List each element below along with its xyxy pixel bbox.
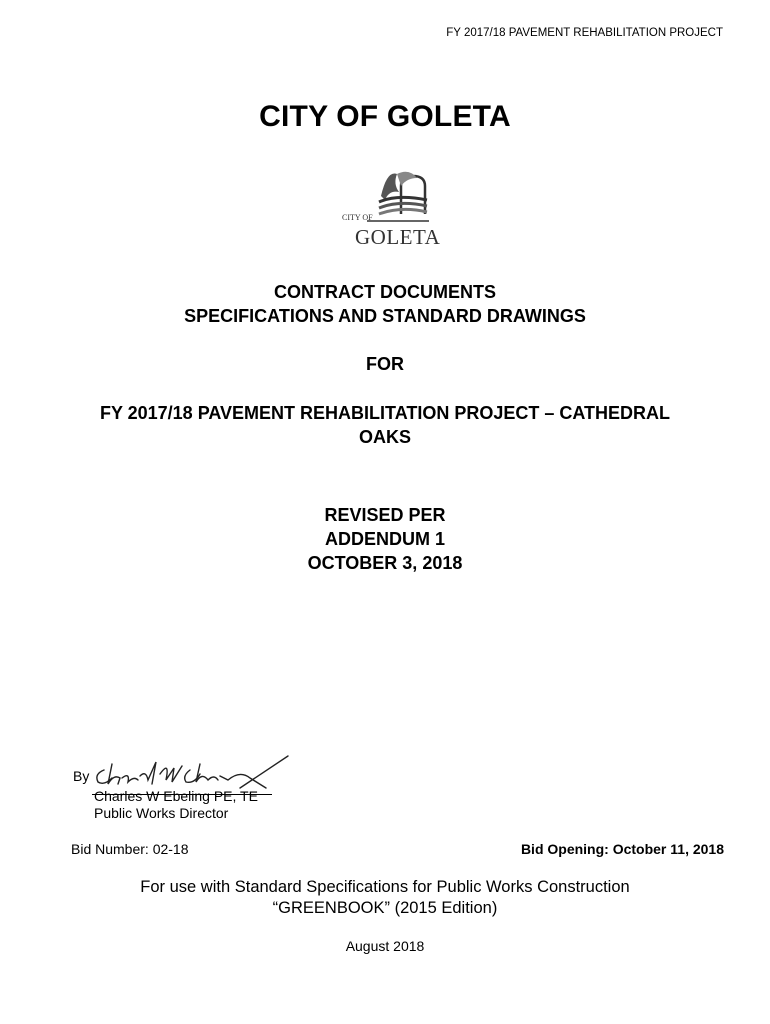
logo-small-text: CITY OF: [342, 213, 373, 222]
by-label: By: [73, 768, 90, 784]
project-line-1: FY 2017/18 PAVEMENT REHABILITATION PROJECT – CATHEDRAL: [99, 403, 671, 423]
document-date: August 2018: [345, 938, 425, 954]
for-label: FOR: [366, 354, 404, 374]
signer-block: [94, 788, 258, 822]
signer-name: Charles W Ebeling PE, TE: [94, 788, 258, 804]
logo-name: GOLETA: [355, 225, 441, 249]
logo-stripe-3: [379, 209, 427, 214]
logo-leaf: [381, 173, 399, 200]
specs-line-1: For use with Standard Specifications for Public Works Construction: [140, 878, 630, 896]
logo-stripe-1: [379, 197, 427, 202]
revision-line-2: ADDENDUM 1: [324, 529, 445, 549]
contract-heading: [0, 280, 770, 328]
bid-opening: Bid Opening: October 11, 2018: [520, 841, 724, 857]
logo-stripe-2: [379, 203, 427, 208]
contract-line-1: CONTRACT DOCUMENTS: [274, 282, 496, 302]
revision-block: [0, 503, 770, 575]
revision-line-3: OCTOBER 3, 2018: [307, 553, 463, 573]
running-header: FY 2017/18 PAVEMENT REHABILITATION PROJECT: [446, 27, 723, 39]
city-logo: [337, 166, 451, 250]
standard-specs-note: [0, 877, 770, 919]
project-title: [0, 401, 770, 449]
specs-line-2: “GREENBOOK” (2015 Edition): [272, 899, 498, 917]
bid-number: Bid Number: 02-18: [71, 841, 189, 857]
page-title: CITY OF GOLETA: [259, 100, 511, 133]
revision-line-1: REVISED PER: [324, 505, 446, 525]
project-line-2: OAKS: [358, 427, 411, 447]
contract-line-2: SPECIFICATIONS AND STANDARD DRAWINGS: [184, 306, 586, 326]
signer-title: Public Works Director: [94, 805, 229, 821]
